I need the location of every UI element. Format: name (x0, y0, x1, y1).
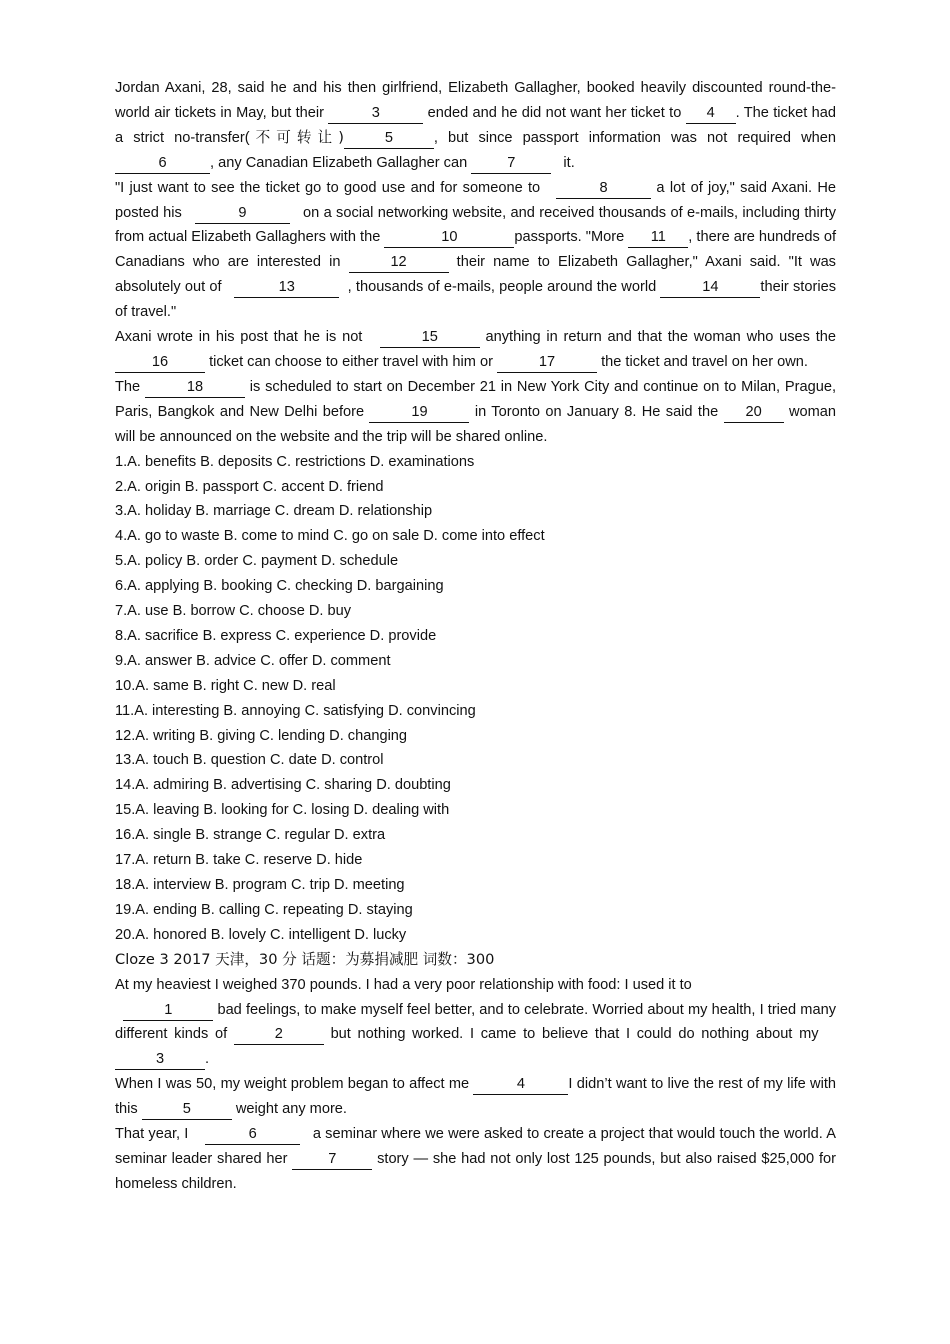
option-row-1[interactable]: 1.A. benefits B. deposits C. restrictions D. examinations (115, 453, 475, 470)
blank-8[interactable]: 8 (556, 178, 651, 199)
option-row-13[interactable]: 13.A. touch B. question C. date D. control (115, 752, 384, 769)
option-row-6[interactable]: 6.A. applying B. booking C. checking D. bargaining (115, 578, 444, 595)
text: Axani wrote in his post that he is not (115, 329, 363, 346)
blank-16[interactable]: 16 (115, 352, 205, 373)
text: on a social networking website, and received thousands of e-mails, including thirty from actual Elizabeth Gallaghers with the (115, 204, 837, 246)
option-row-19[interactable]: 19.A. ending B. calling C. repeating D. staying (115, 901, 413, 918)
text: , there are hundreds of Canadians who are interested in (115, 229, 836, 271)
option-row-4[interactable]: 4.A. go to waste B. come to mind C. go on sale D. come into effect (115, 528, 545, 545)
text-cn: 不可转让) (249, 128, 344, 146)
text: The (115, 378, 141, 395)
blank-10[interactable]: 10 (384, 227, 514, 248)
option-row-3[interactable]: 3.A. holiday B. marriage C. dream D. relationship (115, 503, 433, 520)
text: anything in return and that the woman who uses the (485, 329, 836, 346)
passage1-paragraph4 (115, 375, 836, 450)
option-row-12[interactable]: 12.A. writing B. giving C. lending D. changing (115, 727, 408, 744)
text: it. (563, 154, 575, 171)
passage1-paragraph3 (115, 325, 836, 375)
text: When I was 50, my weight problem began to affect me (115, 1076, 470, 1093)
blank-12[interactable]: 12 (349, 252, 449, 273)
option-row-17[interactable]: 17.A. return B. take C. reserve D. hide (115, 852, 363, 869)
blank-14[interactable]: 14 (660, 277, 760, 298)
option-row-20[interactable]: 20.A. honored B. lovely C. intelligent D. lucky (115, 926, 407, 943)
text: "I just want to see the ticket go to good use and for someone to (115, 179, 541, 196)
blank-9[interactable]: 9 (195, 203, 290, 224)
cloze3-heading: Cloze 3 2017 天津，30 分 话题：为募捐减肥 词数：300 (115, 950, 495, 968)
text: Jordan Axani, 28, said he and his then girlfriend, Elizabeth Gallagher, booked heavily discounted round-the-world air tickets in May, but their (115, 80, 836, 121)
text: . The ticket had a strict no-transfer( (115, 104, 836, 146)
text: I didn’t want to live the rest of my life with this (115, 1076, 836, 1118)
text: bad feelings, to make myself feel better, and to celebrate. Worried about my health, I tried many different kinds of (115, 1001, 836, 1043)
blank-15[interactable]: 15 (380, 327, 480, 348)
blank-5[interactable]: 5 (344, 128, 434, 149)
text: but nothing worked. I came to believe that I could do nothing about my (330, 1026, 819, 1043)
text: weight any more. (235, 1101, 347, 1118)
cloze3-blank-7[interactable]: 7 (292, 1149, 372, 1170)
text: woman will be announced on the website and the trip will be shared online. (115, 403, 836, 445)
option-row-7[interactable]: 7.A. use B. borrow C. choose D. buy (115, 603, 352, 620)
option-row-18[interactable]: 18.A. interview B. program C. trip D. meeting (115, 877, 405, 893)
blank-20[interactable]: 20 (724, 402, 784, 423)
option-row-14[interactable]: 14.A. admiring B. advertising C. sharing D. doubting (115, 777, 451, 794)
passage1-paragraph2 (115, 176, 836, 325)
text: their stories of travel." (115, 279, 836, 321)
text: their name to Elizabeth Gallagher," Axani said. "It was absolutely out of (115, 254, 836, 296)
blank-18[interactable]: 18 (145, 377, 245, 398)
text: , any Canadian Elizabeth Gallagher can (210, 154, 468, 171)
text: a seminar where we were asked to create a project that would touch the world. A seminar leader shared her (115, 1126, 836, 1167)
blank-7[interactable]: 7 (471, 153, 551, 174)
cloze3-paragraph2 (115, 1072, 836, 1122)
blank-4[interactable]: 4 (686, 103, 736, 124)
passage1-paragraph1 (115, 76, 836, 176)
text: the ticket and travel on her own. (601, 353, 808, 370)
option-row-8[interactable]: 8.A. sacrifice B. express C. experience D. provide (115, 627, 437, 644)
text: story — she had not only lost 125 pounds, but also raised $25,000 for homeless children. (115, 1150, 836, 1192)
blank-11[interactable]: 11 (628, 227, 688, 248)
text: in Toronto on January 8. He said the (474, 403, 719, 420)
cloze3-paragraph3 (115, 1122, 836, 1197)
cloze3-blank-3[interactable]: 3 (115, 1049, 205, 1070)
blank-3[interactable]: 3 (328, 103, 423, 124)
option-row-2[interactable]: 2.A. origin B. passport C. accent D. friend (115, 478, 384, 495)
text: At my heaviest I weighed 370 pounds. I had a very poor relationship with food: I used it to (115, 976, 692, 993)
document-page (115, 76, 836, 1197)
option-row-16[interactable]: 16.A. single B. strange C. regular D. extra (115, 827, 386, 844)
option-row-15[interactable]: 15.A. leaving B. looking for C. losing D. dealing with (115, 802, 450, 819)
text: ticket can choose to either travel with him or (209, 353, 493, 370)
blank-13[interactable]: 13 (234, 277, 339, 298)
text: is scheduled to start on December 21 in New York City and continue on to Milan, Prague, Paris, Bangkok and New Delhi before (115, 378, 837, 420)
cloze3-blank-6[interactable]: 6 (205, 1124, 300, 1145)
text: passports. "More (514, 229, 625, 246)
text: ended and he did not want her ticket to (427, 104, 682, 121)
text: a lot of joy," said Axani. He posted his (115, 179, 836, 221)
option-row-5[interactable]: 5.A. policy B. order C. payment D. schedule (115, 553, 399, 570)
cloze3-blank-4[interactable]: 4 (473, 1074, 568, 1095)
option-row-11[interactable]: 11.A. interesting B. annoying C. satisfying D. convincing (115, 702, 476, 719)
option-row-10[interactable]: 10.A. same B. right C. new D. real (115, 677, 336, 694)
cloze3-blank-2[interactable]: 2 (234, 1024, 324, 1045)
cloze3-blank-1[interactable]: 1 (123, 1000, 213, 1021)
text: That year, I (115, 1126, 189, 1143)
blank-19[interactable]: 19 (369, 402, 469, 423)
text: , thousands of e-mails, people around the world (347, 279, 657, 296)
text: , but since passport information was not required when (433, 129, 836, 146)
option-row-9[interactable]: 9.A. answer B. advice C. offer D. comment (115, 652, 391, 669)
blank-6[interactable]: 6 (115, 153, 210, 174)
cloze3-blank-5[interactable]: 5 (142, 1099, 232, 1120)
cloze3-paragraph1: At my heaviest I weighed 370 pounds. I had a very poor relationship with food: I used it to 1 bad feelings, to make myself feel better, and to celebrate. Worried about my health, I tried many different kinds of 2 but nothing worked. I came to believe that I could do nothing about my 3 . (115, 973, 836, 1073)
options-list (115, 450, 836, 948)
blank-17[interactable]: 17 (497, 352, 597, 373)
